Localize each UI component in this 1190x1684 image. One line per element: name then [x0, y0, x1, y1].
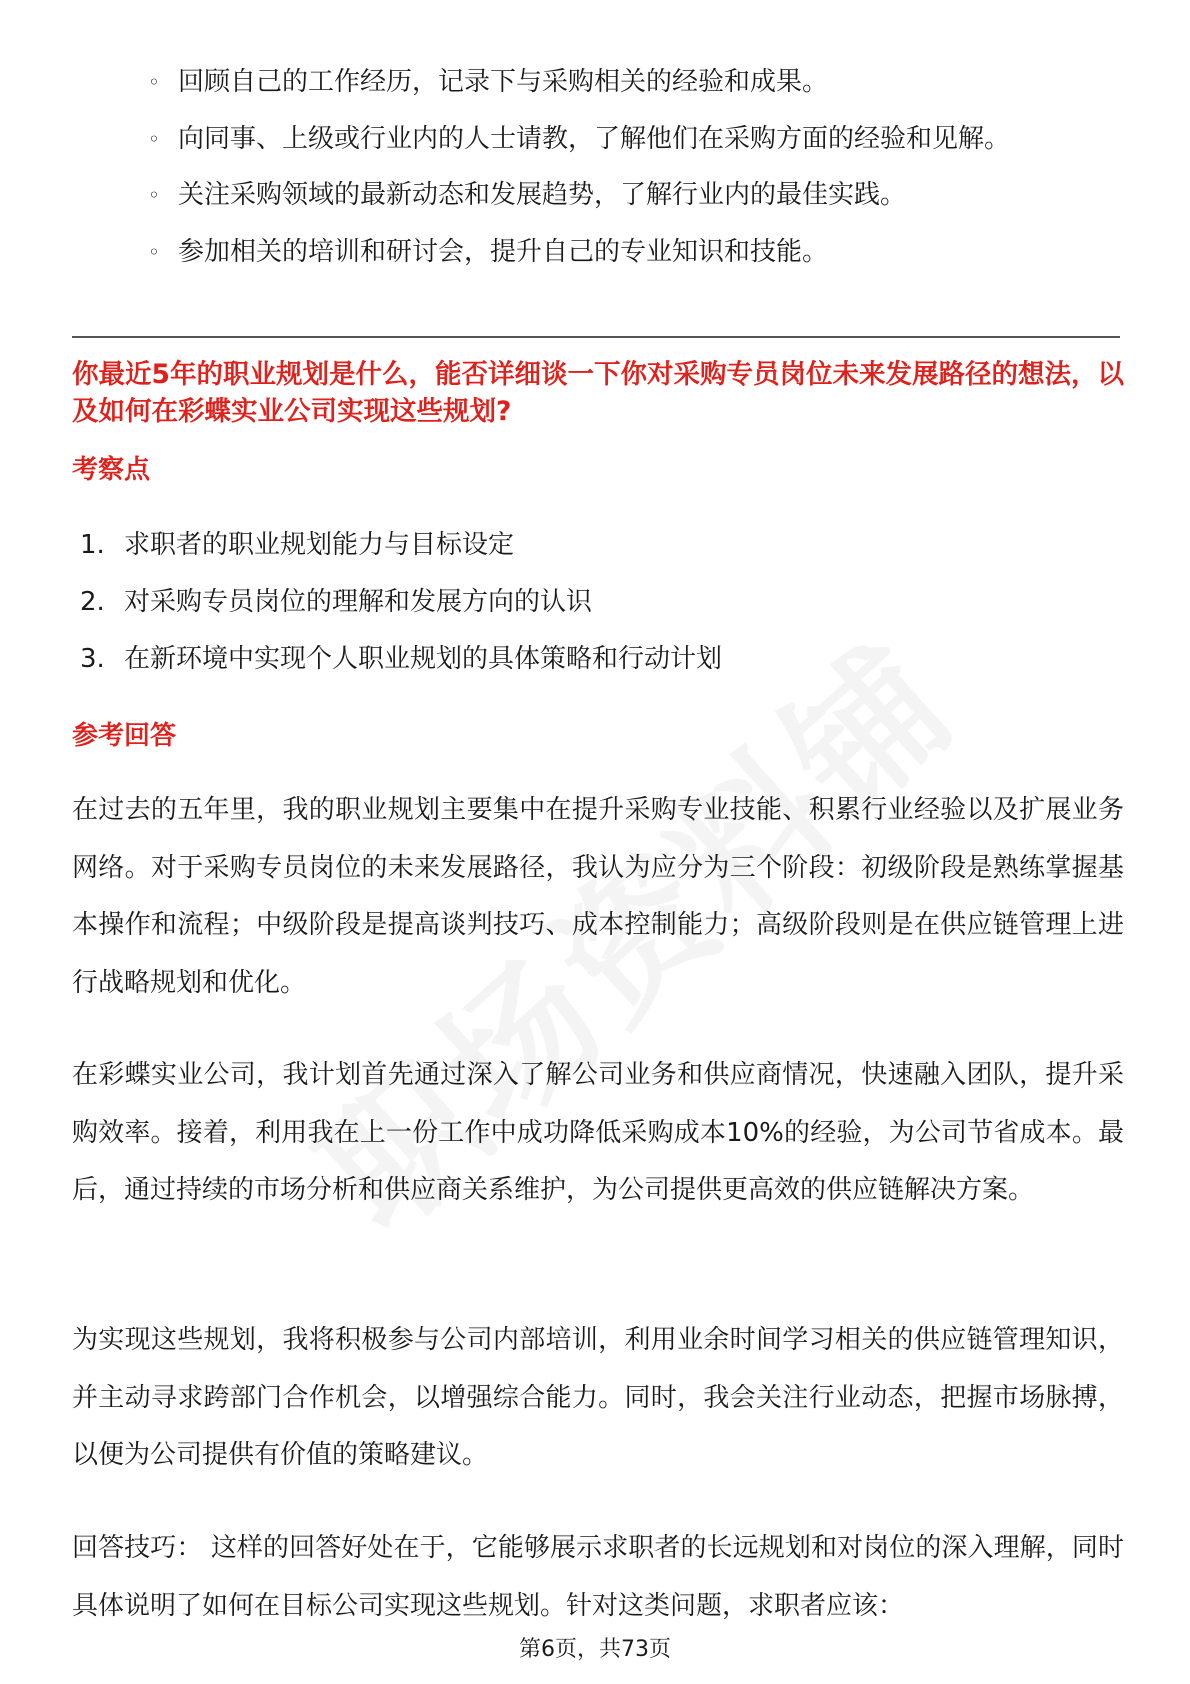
item-text: 求职者的职业规划能力与目标设定 — [124, 530, 515, 560]
bullet-marker-icon: ◦ — [148, 183, 160, 207]
list-item — [80, 631, 1080, 688]
list-item — [148, 54, 1128, 111]
list-item — [148, 167, 1128, 224]
tips-bullet-list — [148, 54, 1128, 280]
answer-paragraph: 在彩蝶实业公司，我计划首先通过深入了解公司业务和供应商情况，快速融入团队，提升采购效率。接着，利用我在上一份工作中成功降低采购成本10%的经验，为公司节省成本。最后，通过持续的市场分析和供应商关系维护，为公司提供更高效的供应链解决方案。 — [72, 1060, 1124, 1205]
bullet-text: 回顾自己的工作经历，记录下与采购相关的经验和成果。 — [178, 67, 829, 97]
interview-question: 你最近5年的职业规划是什么，能否详细谈一下你对采购专员岗位未来发展路径的想法，以及如何在彩蝶实业公司实现这些规划? — [72, 359, 1124, 427]
answer-tips-paragraph: 回答技巧： 这样的回答好处在于，它能够展示求职者的长远规划和对岗位的深入理解，同时具体说明了如何在目标公司实现这些规划。针对这类问题，求职者应该： — [72, 1533, 1124, 1621]
item-number: 1. — [80, 530, 105, 560]
answer-paragraph: 在过去的五年里，我的职业规划主要集中在提升采购专业技能、积累行业经验以及扩展业务网络。对于采购专员岗位的未来发展路径，我认为应分为三个阶段：初级阶段是熟练掌握基本操作和流程；中级阶段是提高谈判技巧、成本控制能力；高级阶段则是在供应链管理上进行战略规划和优化。 — [72, 795, 1124, 998]
list-item — [80, 574, 1080, 631]
answer-paragraph: 为实现这些规划，我将积极参与公司内部培训，利用业余时间学习相关的供应链管理知识，并主动寻求跨部门合作机会，以增强综合能力。同时，我会关注行业动态，把握市场脉搏，以便为公司提供有价值的策略建议。 — [72, 1325, 1124, 1470]
section-title-points: 考察点 — [72, 455, 151, 485]
list-item — [148, 224, 1128, 281]
item-number: 3. — [80, 644, 105, 674]
section-divider — [72, 336, 1120, 338]
list-item — [80, 517, 1080, 574]
bullet-marker-icon: ◦ — [148, 126, 160, 151]
section-title-answer: 参考回答 — [72, 721, 177, 751]
bullet-text: 关注采购领域的最新动态和发展趋势，了解行业内的最佳实践。 — [178, 180, 907, 210]
item-text: 对采购专员岗位的理解和发展方向的认识 — [124, 587, 593, 617]
item-text: 在新环境中实现个人职业规划的具体策略和行动计划 — [124, 644, 723, 674]
list-item — [148, 111, 1128, 168]
bullet-text: 参加相关的培训和研讨会，提升自己的专业知识和技能。 — [178, 236, 829, 267]
evaluation-points-list — [80, 517, 1080, 688]
bullet-marker-icon: ◦ — [148, 239, 160, 264]
bullet-marker-icon: ◦ — [148, 70, 160, 94]
page-number: 第6页，共73页 — [519, 1637, 671, 1662]
item-number: 2. — [80, 587, 105, 617]
bullet-text: 向同事、上级或行业内的人士请教，了解他们在采购方面的经验和见解。 — [178, 123, 1011, 154]
